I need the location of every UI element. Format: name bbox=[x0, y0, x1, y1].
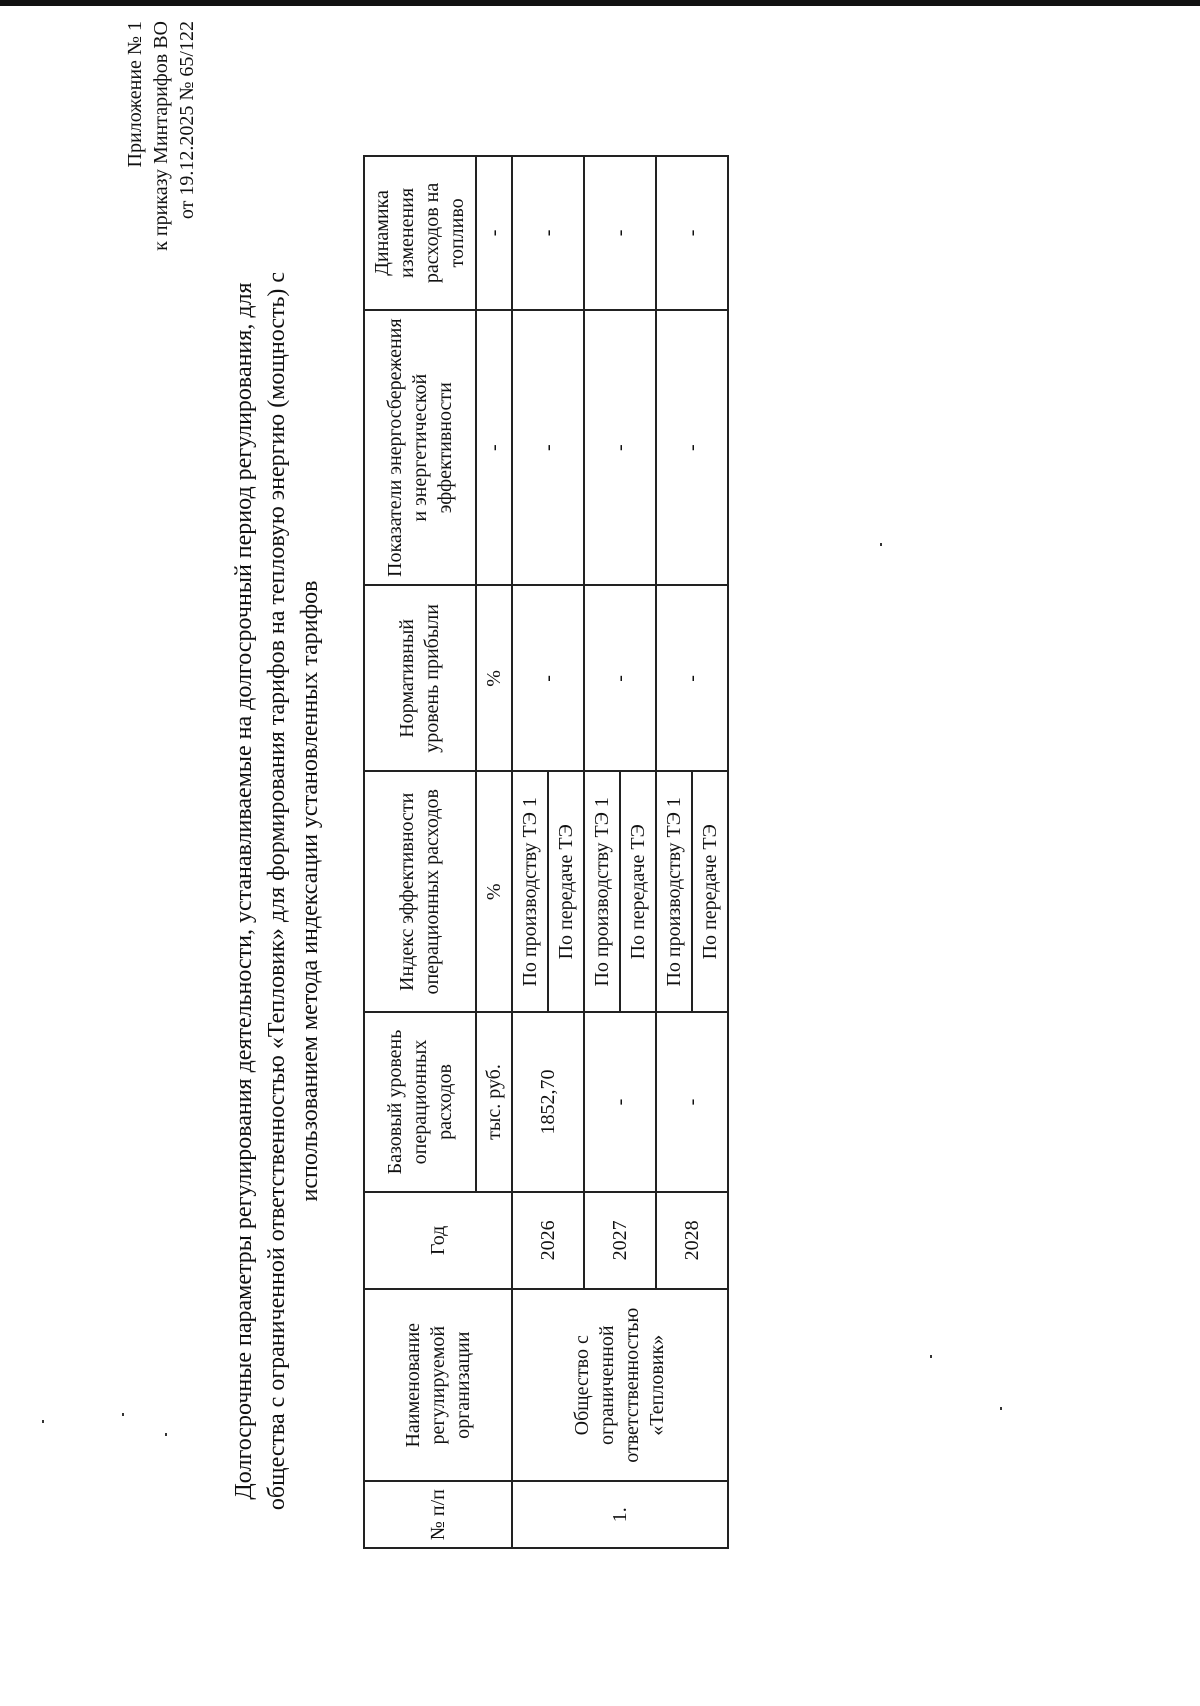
index-sub-production: По производству ТЭ 1 bbox=[584, 771, 620, 1012]
scan-speck bbox=[42, 1420, 44, 1423]
index-sub-production: По производству ТЭ 1 bbox=[656, 771, 692, 1012]
appendix-line-2: к приказу Минтарифов ВО bbox=[150, 21, 172, 251]
energy-cell: - bbox=[512, 310, 584, 586]
scan-speck bbox=[122, 1413, 124, 1416]
base-cell: 1852,70 bbox=[512, 1012, 584, 1191]
header-profit: Нормативный уровень прибыли bbox=[364, 585, 476, 771]
title-line-3: использованием метода индексации установленных тарифов bbox=[297, 580, 323, 1202]
header-fuel: Динамика изменения расходов на топливо bbox=[364, 156, 476, 310]
header-org: Наименование регулируемой организации bbox=[364, 1289, 512, 1481]
header-base: Базовый уровень операционных расходов bbox=[364, 1012, 476, 1191]
scan-speck bbox=[165, 1433, 167, 1436]
header-row bbox=[364, 156, 476, 1548]
parameters-table bbox=[363, 155, 729, 1549]
year-cell: 2026 bbox=[512, 1192, 584, 1289]
profit-cell: - bbox=[584, 585, 656, 771]
header-index: Индекс эффективности операционных расходов bbox=[364, 771, 476, 1012]
appendix-line-1: Приложение № 1 bbox=[124, 21, 146, 168]
header-year: Год bbox=[364, 1192, 512, 1289]
org-name: Общество с ограниченной ответственностью «Тепловик» bbox=[512, 1289, 728, 1481]
scan-speck bbox=[1000, 1407, 1002, 1410]
year-cell: 2027 bbox=[584, 1192, 656, 1289]
fuel-cell: - bbox=[656, 156, 728, 310]
index-sub-transfer: По передаче ТЭ bbox=[692, 771, 728, 1012]
unit-energy: - bbox=[476, 310, 512, 586]
index-sub-transfer: По передаче ТЭ bbox=[620, 771, 656, 1012]
table-row bbox=[512, 156, 548, 1548]
index-sub-transfer: По передаче ТЭ bbox=[548, 771, 584, 1012]
unit-profit: % bbox=[476, 585, 512, 771]
appendix-line-3: от 19.12.2025 № 65/122 bbox=[176, 21, 198, 220]
index-sub-production: По производству ТЭ 1 bbox=[512, 771, 548, 1012]
energy-cell: - bbox=[656, 310, 728, 586]
base-cell: - bbox=[584, 1012, 656, 1191]
fuel-cell: - bbox=[584, 156, 656, 310]
year-cell: 2028 bbox=[656, 1192, 728, 1289]
unit-base: тыс. руб. bbox=[476, 1012, 512, 1191]
org-number: 1. bbox=[512, 1481, 728, 1548]
appendix-note bbox=[122, 21, 200, 321]
unit-fuel: - bbox=[476, 156, 512, 310]
document-title bbox=[228, 226, 327, 1556]
profit-cell: - bbox=[512, 585, 584, 771]
scan-speck bbox=[930, 1355, 932, 1358]
base-cell: - bbox=[656, 1012, 728, 1191]
title-line-2: общества с ограниченной ответственностью «Тепловик» для формирования тарифов на тепловую энергию (мощность) с bbox=[264, 271, 290, 1511]
scan-edge-bar bbox=[0, 0, 1200, 6]
header-num: № п/п bbox=[364, 1481, 512, 1548]
title-line-1: Долгосрочные параметры регулирования деятельности, устанавливаемые на долгосрочный период регулирования, для bbox=[231, 282, 257, 1500]
fuel-cell: - bbox=[512, 156, 584, 310]
profit-cell: - bbox=[656, 585, 728, 771]
header-energy: Показатели энергосбережения и энергетической эффективности bbox=[364, 310, 476, 586]
unit-index: % bbox=[476, 771, 512, 1012]
scan-speck bbox=[880, 543, 882, 546]
energy-cell: - bbox=[584, 310, 656, 586]
